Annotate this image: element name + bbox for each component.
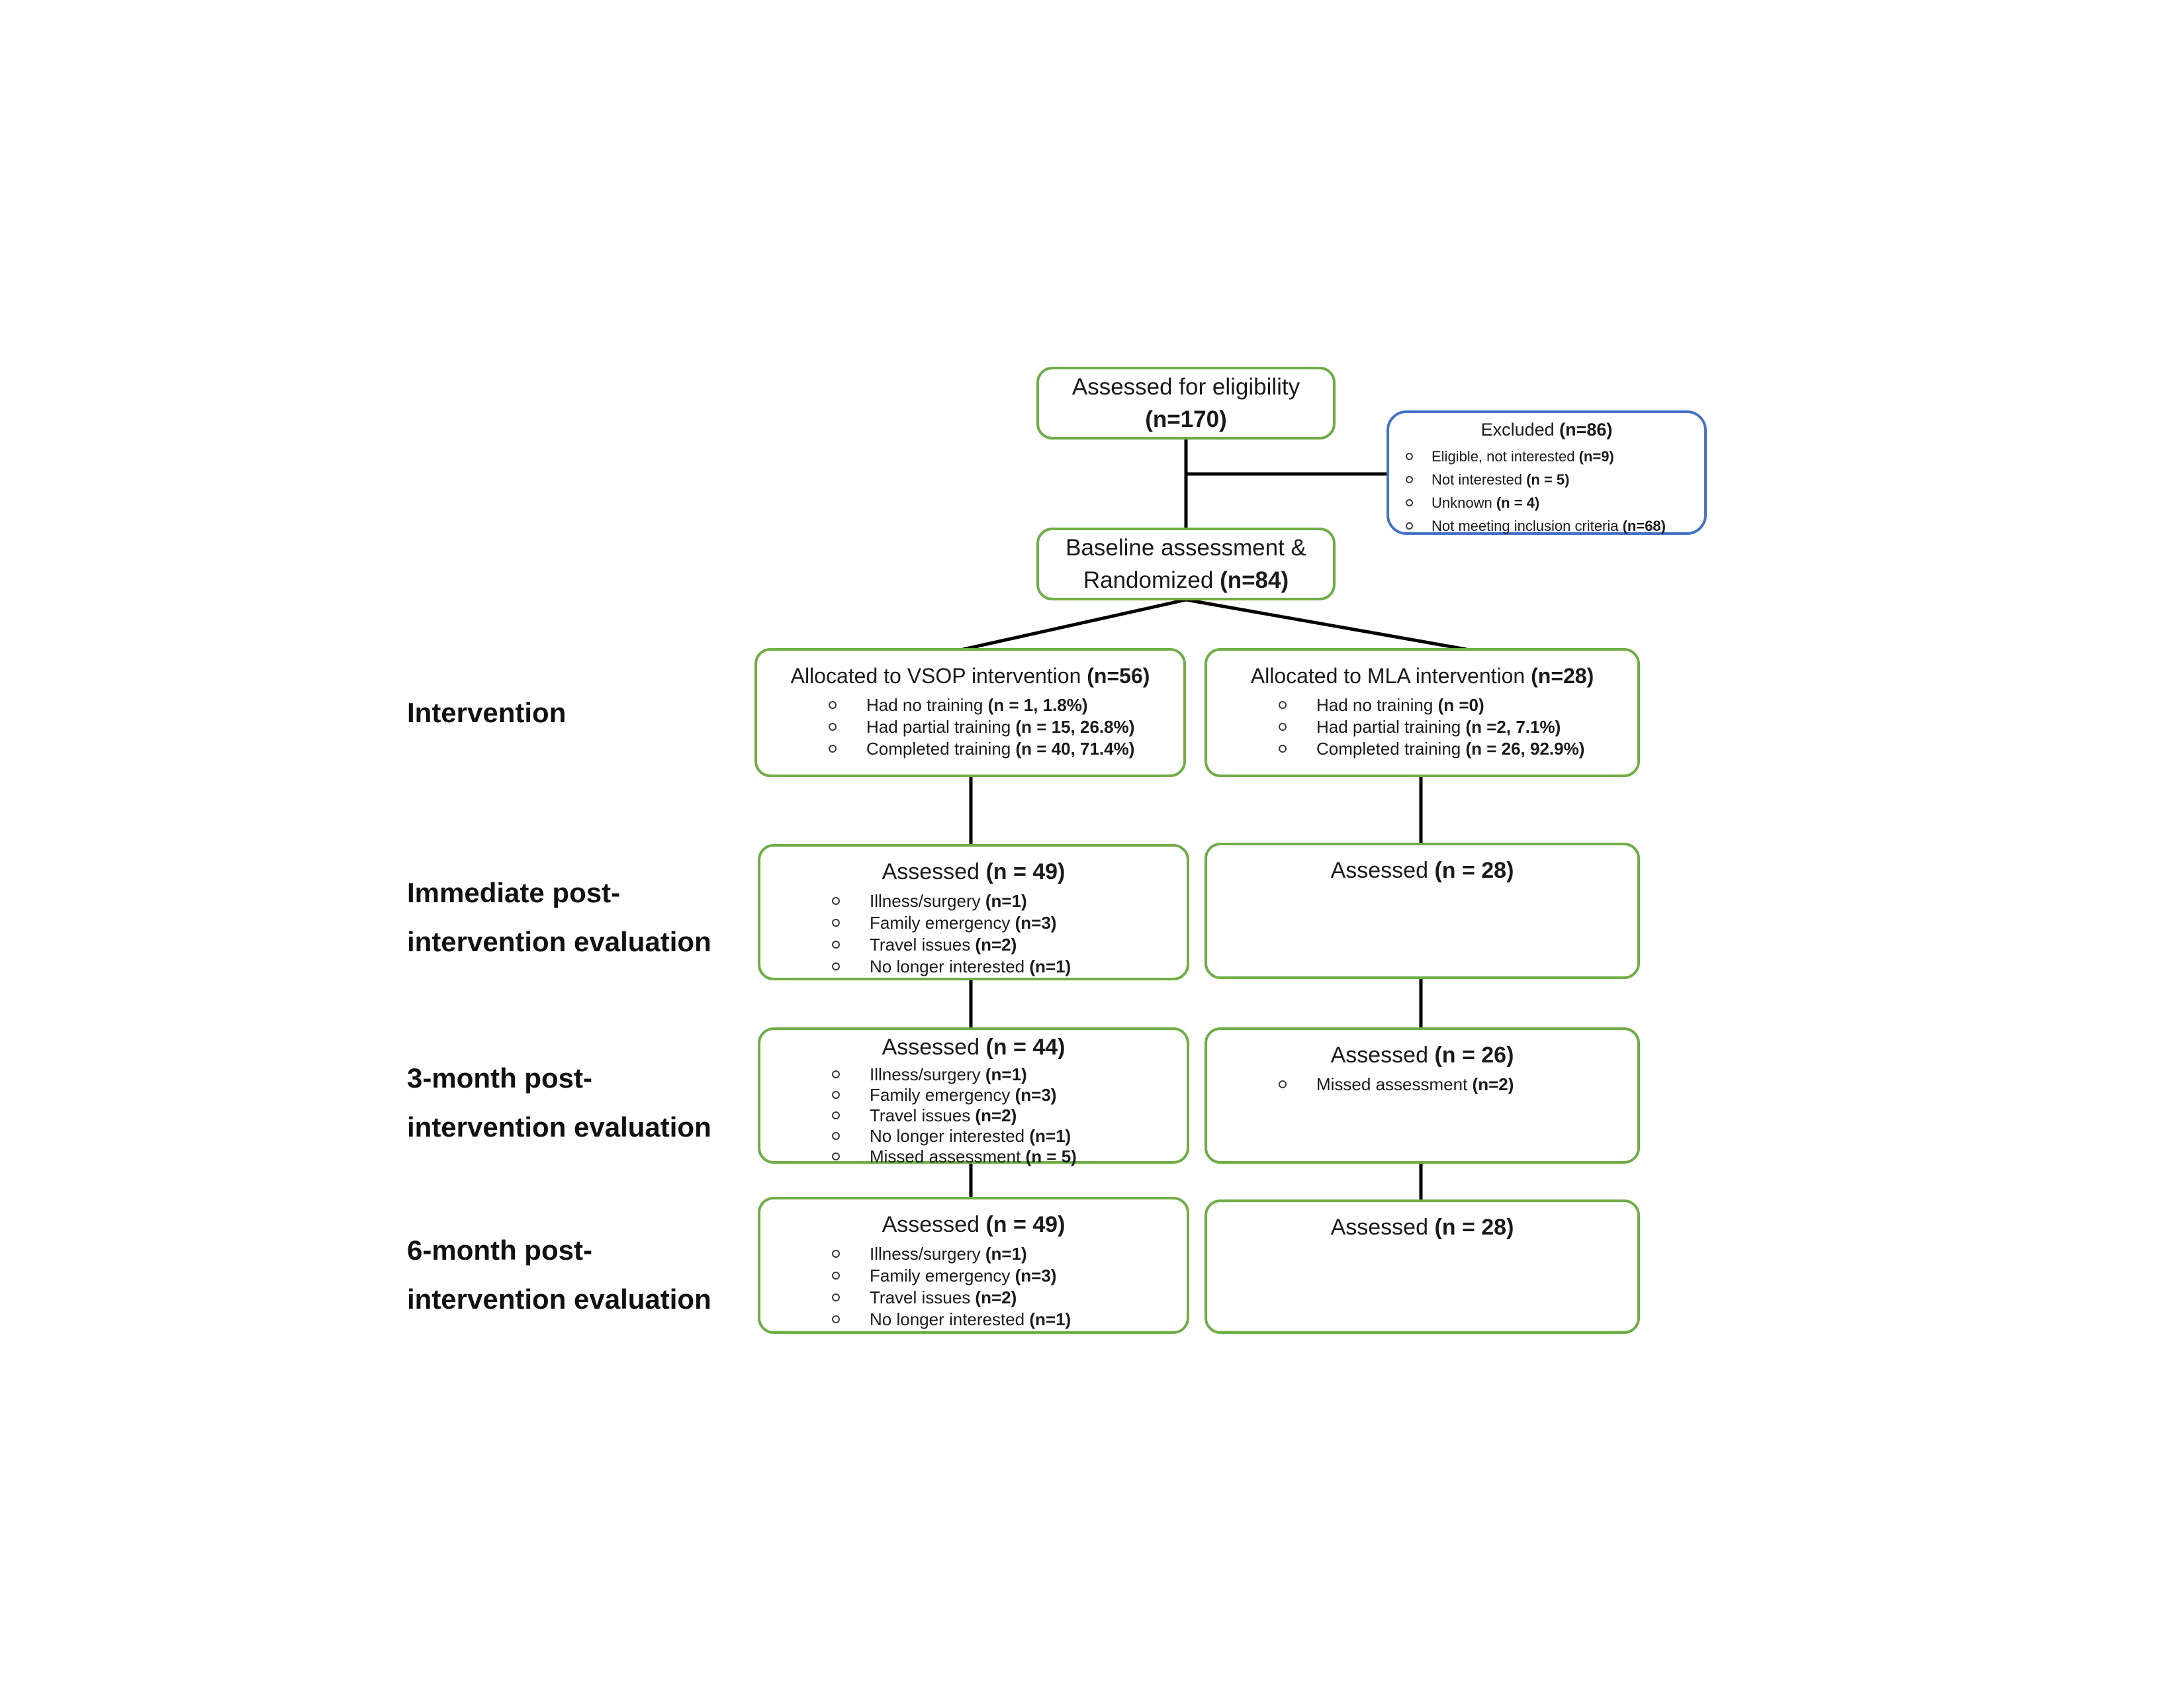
circle-bullet-icon	[1406, 476, 1413, 483]
excluded-bullet-list	[1389, 445, 1704, 538]
box-allocated-vsop	[754, 648, 1186, 777]
mla-3month-bullet-list	[1207, 1074, 1637, 1096]
box-mla-6month-assessed	[1205, 1199, 1640, 1334]
circle-bullet-icon	[832, 1152, 840, 1160]
bullet-label: Had partial training	[866, 717, 1016, 737]
bullet-item	[760, 1243, 1187, 1265]
vsop-title	[757, 661, 1183, 690]
vsop-immediate-title	[760, 857, 1187, 886]
bullet-item	[1207, 716, 1637, 738]
bullet-item	[760, 1265, 1187, 1287]
circle-bullet-icon	[832, 1272, 840, 1280]
mla-title-label: Allocated to MLA intervention	[1250, 664, 1531, 688]
bullet-label: Travel issues	[870, 1288, 976, 1307]
bullet-item	[760, 1064, 1187, 1085]
bullet-label: Family emergency	[870, 1266, 1015, 1286]
circle-bullet-icon	[832, 1293, 840, 1301]
bullet-item	[757, 738, 1183, 760]
bullet-item	[760, 890, 1187, 912]
bullet-label: Had no training	[866, 695, 988, 715]
mla-3month-title	[1207, 1041, 1637, 1070]
circle-bullet-icon	[832, 1315, 840, 1323]
circle-bullet-icon	[832, 962, 840, 970]
bullet-value: (n = 4)	[1496, 494, 1540, 511]
circle-bullet-icon	[1279, 1080, 1287, 1088]
circle-bullet-icon	[832, 1132, 840, 1140]
bullet-value: (n=2)	[975, 1288, 1017, 1307]
circle-bullet-icon	[832, 1091, 840, 1099]
excluded-title	[1389, 418, 1704, 441]
bullet-value: (n=1)	[985, 891, 1027, 911]
bullet-label: Not meeting inclusion criteria	[1432, 518, 1623, 534]
row-label-6-month-post-intervention	[407, 1226, 711, 1324]
bullet-value: (n = 15, 26.8%)	[1015, 717, 1135, 737]
bullet-item	[760, 1287, 1187, 1309]
bullet-value: (n=3)	[1015, 1085, 1057, 1105]
bullet-label: Family emergency	[870, 1085, 1015, 1105]
bullet-item	[760, 956, 1187, 978]
baseline-title-line1: Baseline assessment &	[1066, 535, 1306, 561]
row-label-line: Immediate post-	[407, 877, 621, 908]
bullet-value: (n=3)	[1015, 1266, 1057, 1286]
circle-bullet-icon	[829, 745, 837, 753]
vsop-3month-title	[760, 1034, 1187, 1060]
bullet-label: Missed assessment	[870, 1147, 1026, 1166]
bullet-value: (n=1)	[985, 1064, 1027, 1084]
bullet-label: Unknown	[1432, 494, 1496, 511]
row-label-line: 6-month post-	[407, 1235, 592, 1266]
bullet-value: (n =0)	[1437, 695, 1484, 715]
vsop-6month-title	[760, 1210, 1187, 1239]
assessed-title-value: (n = 49)	[985, 859, 1066, 884]
bullet-label: Illness/surgery	[870, 1064, 985, 1084]
box-vsop-6month-assessed	[758, 1197, 1189, 1334]
bullet-value: (n=1)	[985, 1244, 1027, 1264]
bullet-value: (n = 5)	[1526, 471, 1570, 488]
bullet-label: No longer interested	[870, 1126, 1030, 1146]
bullet-value: (n=68)	[1622, 518, 1666, 534]
vsop-title-label: Allocated to VSOP intervention	[790, 664, 1087, 688]
connector-baseline-to-mla	[1186, 600, 1467, 649]
bullet-item	[760, 1126, 1187, 1147]
bullet-value: (n = 26, 92.9%)	[1465, 739, 1585, 759]
mla-title	[1207, 661, 1637, 690]
bullet-label: Illness/surgery	[870, 891, 985, 911]
vsop-3month-bullet-list	[760, 1064, 1187, 1167]
bullet-value: (n=2)	[975, 935, 1017, 955]
bullet-value: (n=1)	[1029, 1309, 1071, 1329]
circle-bullet-icon	[829, 723, 837, 731]
circle-bullet-icon	[832, 919, 840, 927]
circle-bullet-icon	[832, 941, 840, 949]
bullet-value: (n=1)	[1029, 957, 1071, 976]
box-baseline-randomized	[1036, 528, 1336, 600]
assessed-title-value: (n = 28)	[1434, 858, 1514, 883]
bullet-item	[760, 912, 1187, 934]
box-mla-immediate-assessed	[1205, 843, 1640, 979]
bullet-label: Family emergency	[870, 913, 1015, 933]
circle-bullet-icon	[1406, 499, 1413, 506]
bullet-value: (n = 1, 1.8%)	[987, 695, 1088, 715]
bullet-item	[760, 1085, 1187, 1105]
assessed-title-value: (n = 44)	[985, 1035, 1066, 1060]
mla-immediate-title	[1207, 856, 1637, 885]
circle-bullet-icon	[832, 897, 840, 905]
bullet-item	[760, 1147, 1187, 1167]
circle-bullet-icon	[829, 701, 837, 709]
box-allocated-mla	[1205, 648, 1640, 777]
mla-title-value: (n=28)	[1531, 664, 1594, 688]
bullet-value: (n=9)	[1578, 448, 1614, 465]
vsop-immediate-bullet-list	[760, 890, 1187, 978]
bullet-item	[1389, 491, 1704, 514]
assessed-title-label: Assessed	[882, 1212, 986, 1237]
box-excluded	[1387, 410, 1707, 535]
circle-bullet-icon	[832, 1070, 840, 1078]
bullet-value: (n=3)	[1015, 913, 1057, 933]
row-label-line: 3-month post-	[407, 1062, 592, 1094]
baseline-n-value: (n=84)	[1220, 567, 1289, 593]
bullet-item	[760, 934, 1187, 956]
assessed-title-label: Assessed	[1330, 858, 1435, 883]
bullet-label: Had partial training	[1316, 717, 1466, 737]
bullet-value: (n = 5)	[1025, 1147, 1077, 1166]
row-label-line: Intervention	[407, 697, 567, 728]
baseline-line2-label: Randomized	[1083, 567, 1220, 593]
eligibility-title-line2	[1145, 403, 1227, 436]
box-mla-3month-assessed	[1205, 1027, 1640, 1164]
baseline-title-line2	[1083, 564, 1289, 596]
bullet-label: No longer interested	[870, 1309, 1030, 1329]
row-label-line: intervention evaluation	[407, 926, 711, 957]
eligibility-title-line1: Assessed for eligibility	[1071, 374, 1300, 400]
bullet-item	[1389, 445, 1704, 468]
bullet-value: (n=1)	[1029, 1126, 1071, 1146]
bullet-item	[1389, 514, 1704, 538]
row-label-line: intervention evaluation	[407, 1111, 711, 1143]
row-label-intervention	[407, 688, 566, 737]
bullet-item	[1207, 1074, 1637, 1096]
bullet-label: Completed training	[1316, 739, 1466, 759]
vsop-bullet-list	[757, 694, 1183, 760]
vsop-title-value: (n=56)	[1087, 664, 1150, 688]
bullet-value: (n=2)	[1472, 1074, 1514, 1094]
circle-bullet-icon	[1279, 745, 1287, 753]
bullet-item	[1207, 694, 1637, 716]
assessed-title-value: (n = 28)	[1434, 1215, 1514, 1240]
row-label-line: intervention evaluation	[407, 1284, 711, 1315]
assessed-title-label: Assessed	[1330, 1215, 1435, 1240]
circle-bullet-icon	[832, 1250, 840, 1258]
mla-bullet-list	[1207, 694, 1637, 760]
circle-bullet-icon	[1406, 522, 1413, 530]
circle-bullet-icon	[1406, 453, 1413, 460]
bullet-item	[1389, 468, 1704, 491]
row-label-3-month-post-intervention	[407, 1054, 711, 1152]
bullet-value: (n = 40, 71.4%)	[1015, 739, 1135, 759]
vsop-6month-bullet-list	[760, 1243, 1187, 1331]
bullet-label: Illness/surgery	[870, 1244, 985, 1264]
bullet-label: Had no training	[1316, 695, 1438, 715]
circle-bullet-icon	[832, 1111, 840, 1119]
excluded-title-label: Excluded	[1480, 420, 1560, 440]
bullet-item	[757, 694, 1183, 716]
bullet-value: (n=2)	[975, 1105, 1017, 1125]
connector-baseline-to-vsop	[963, 600, 1186, 649]
assessed-title-label: Assessed	[882, 859, 986, 884]
excluded-title-value: (n=86)	[1559, 420, 1613, 440]
assessed-title-value: (n = 26)	[1434, 1043, 1514, 1068]
bullet-item	[1207, 738, 1637, 760]
bullet-item	[757, 716, 1183, 738]
bullet-item	[760, 1105, 1187, 1126]
bullet-label: Not interested	[1432, 471, 1527, 488]
assessed-title-label: Assessed	[882, 1035, 986, 1060]
bullet-label: Completed training	[866, 739, 1016, 759]
box-assessed-for-eligibility	[1036, 367, 1336, 440]
box-vsop-immediate-assessed	[758, 844, 1189, 980]
eligibility-n-value: (n=170)	[1145, 406, 1227, 432]
bullet-item	[760, 1309, 1187, 1331]
bullet-value: (n =2, 7.1%)	[1465, 717, 1561, 737]
row-label-immediate-post-intervention	[407, 868, 711, 966]
circle-bullet-icon	[1279, 723, 1287, 731]
box-vsop-3month-assessed	[758, 1027, 1189, 1164]
bullet-label: Eligible, not interested	[1432, 448, 1579, 465]
bullet-label: Travel issues	[870, 935, 976, 955]
assessed-title-label: Assessed	[1330, 1043, 1435, 1068]
bullet-label: Missed assessment	[1316, 1074, 1473, 1094]
circle-bullet-icon	[1279, 701, 1287, 709]
bullet-label: No longer interested	[870, 957, 1030, 976]
mla-6month-title	[1207, 1213, 1637, 1242]
assessed-title-value: (n = 49)	[985, 1212, 1066, 1237]
bullet-label: Travel issues	[870, 1105, 976, 1125]
